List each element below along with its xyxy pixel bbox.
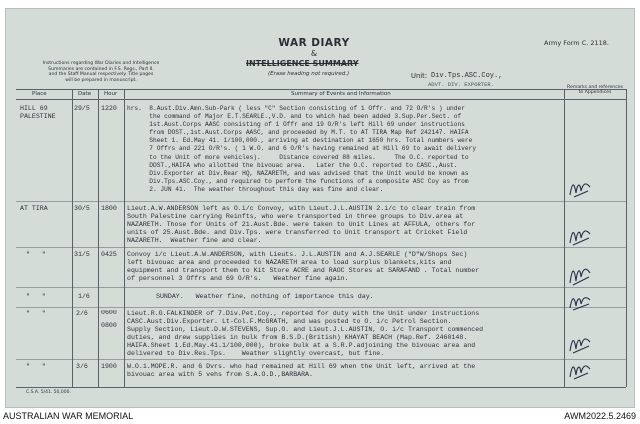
entry-date: 2/6 xyxy=(76,310,88,317)
row-rule xyxy=(16,359,626,360)
diary-page xyxy=(5,8,635,408)
signature-initials xyxy=(568,177,592,199)
entry-hour: 1800 xyxy=(101,205,117,212)
entry-hour: 1220 xyxy=(101,105,117,112)
entry-text: Lieut.A.W.ANDERSON left as O.i/c Convoy, with Lieut.J.L.AUSTIN 2.i/c to clear train from South Palestine carrying Reinfts, who were transported in three groups to Div.area at NAZARETH. Those for Units of 21.Aust.Bde. were taken to Unit Lines at AFFULA, others for units of 25.Aust.Bde. and Div.Tps. were transferred to Unit transport at Cricket Field NAZARETH. Weather fine and clear. xyxy=(127,205,476,245)
entry-place: " " xyxy=(26,293,46,300)
header-bottom-rule xyxy=(16,99,626,100)
entry-hour: 0600 0800 xyxy=(101,310,117,329)
entry-text: SUNDAY. Weather fine, nothing of importance this day. xyxy=(156,293,374,300)
entry-place: " " xyxy=(26,363,46,370)
entry-date: 29/5 xyxy=(74,105,90,112)
entry-date: 1/6 xyxy=(78,293,90,300)
signature-initials xyxy=(568,223,592,247)
row-rule xyxy=(16,287,626,288)
entry-hour: 1900 xyxy=(101,363,117,370)
row-rule xyxy=(16,247,626,248)
column-rule xyxy=(72,89,73,387)
signature-initials xyxy=(568,291,592,311)
row-rule xyxy=(16,201,626,202)
footer-bar xyxy=(0,410,640,424)
instructions-line: Summaries are contained in F.S. Regs., Part II. xyxy=(48,66,154,72)
unit-value: Div.Tps.ASC.Coy., xyxy=(431,72,503,80)
row-rule xyxy=(16,307,626,308)
subtitle-struck: INTELLIGENCE SUMMARY xyxy=(246,59,359,68)
footer-reference: AWM2022.5.2469 xyxy=(564,411,636,421)
column-rule xyxy=(564,89,565,387)
diary-title: WAR DIARY xyxy=(278,37,350,49)
table-bottom-rule xyxy=(16,387,626,388)
instructions-line: Instructions regarding War Diaries and Intelligence xyxy=(42,61,160,66)
col-header-hour: Hour xyxy=(104,91,118,97)
entry-date: 3/6 xyxy=(76,363,88,370)
column-rule xyxy=(98,89,99,387)
unit-value-2: ADVT. DIV. EXPORTER. xyxy=(428,81,495,88)
print-code: C.S.A. 5/41. 50,000. xyxy=(26,390,71,395)
footer-source: AUSTRALIAN WAR MEMORIAL xyxy=(3,411,134,421)
entry-date: 30/5 xyxy=(74,205,90,212)
unit-label: Unit: xyxy=(411,72,428,80)
entry-text: Convoy i/c Lieut.A.W.ANDERSON, with Lieuts. J.L.AUSTIN and A.J.SEARLE ("D"W/Shops Sec) left bivouac area and proceeded to NAZARETH area to load surplus blankets,kits and equipment and transport them to Kit Store ACRE and RAOC Stores at SARAFAND . Total number of personnel 3 Offrs and 69 O/R's. Weather fine again. xyxy=(127,251,480,283)
title-ampersand: & xyxy=(310,49,318,58)
entry-place: " " xyxy=(26,310,46,317)
army-form-number: Army Form C. 2118. xyxy=(544,39,609,47)
table-top-rule xyxy=(16,89,626,90)
entry-place: AT TIRA xyxy=(20,205,48,212)
col-header-remarks: Remarks and references to Appendices xyxy=(567,85,623,96)
entry-text: hrs. 8.Aust.Div.Amn.Sub-Park ( less "C" Section consisting of 1 Offr. and 72 O/R's ) under the command of Major E.T.SEARLE.,V.D. and to which had been added 3.Sup.Per.Sect. of 1st.Aust.Corps AASC consisting of 1 Offr and 19 O/R's left Hill 69 under instructions from DOST.,1st.Aust.Corps AASC, and proceeded by M.T. to AT TIRA Map Ref 242147. HAIFA Sheet 1. Ed.May 41. 1/100,000., arriving at destination at 1650 hrs. Total numbers were 7 Offrs and 221 O/R's. ( 1 W.O. and 6 O/R's having remained at Hill 69 to await delivery to the Unit of more vehicles). Distance covered 88 miles. The O.C. reported to DDST.,HAIFA who allotted the bivouac area. Later the O.C. reported to CASC.,Aust. Div.Exporter at Div.Rear HQ, NAZARETH, and was advised that the Unit would be known as Div.Tps.ASC.Coy., and required to perform the functions of a composite ASC Coy as from 2. JUN 41. The weather throughout this day was fine and clear. xyxy=(127,105,477,193)
instructions xyxy=(28,61,174,83)
entry-place: " " xyxy=(26,251,46,258)
column-rule xyxy=(124,89,125,387)
subtitle-note: (Erase heading not required.) xyxy=(268,71,350,77)
entry-date: 31/5 xyxy=(74,251,90,258)
entry-hour: 0425 xyxy=(101,251,117,258)
col-header-place: Place xyxy=(32,91,47,97)
instructions-line: and the Staff Manual respectively. Title pages xyxy=(48,72,154,78)
col-header-date: Date xyxy=(78,91,92,97)
signature-initials xyxy=(568,261,592,287)
entry-place: HILL 69 PALESTINE xyxy=(20,105,56,121)
signature-initials xyxy=(568,359,592,381)
entry-text: Lieut.R.G.FALKINDER of 7.Div.Pet.Coy., reported for duty with the Unit under instructions CASC.Aust.Div.Exporter. Lt-Col.F.McGRATH, and was posted to O. i/c Petrol Section. Supply Section, Lieut.D.W.STEVENS, Sup.O. and Lieut.J.L.AUSTIN, O. i/c Transport commenced duties, and drew supplies in bulk from B.S.D.(British) KHAYAT BEACH (Map.Ref. 2460148. HAIFA.Sheet 1.Ed.May.41.1/100,000), broke bulk at a S.R.P.adjoining the bivouac area and delivered to Div.Res.Tps. Weather slightly overcast, but fine. xyxy=(127,310,484,358)
col-header-summary: Summary of Events and Information xyxy=(291,91,391,97)
entry-text: W.O.1.MOPE.R. and 6 Dvrs. who had remained at Hill 69 when the Unit left, arrived at the bivouac area with 5 vehs from S.A.O.D.,BARBARA. xyxy=(127,363,476,379)
instructions-line: will be prepared in manuscript. xyxy=(65,77,137,83)
signature-initials xyxy=(568,331,592,355)
column-rule xyxy=(626,89,627,387)
